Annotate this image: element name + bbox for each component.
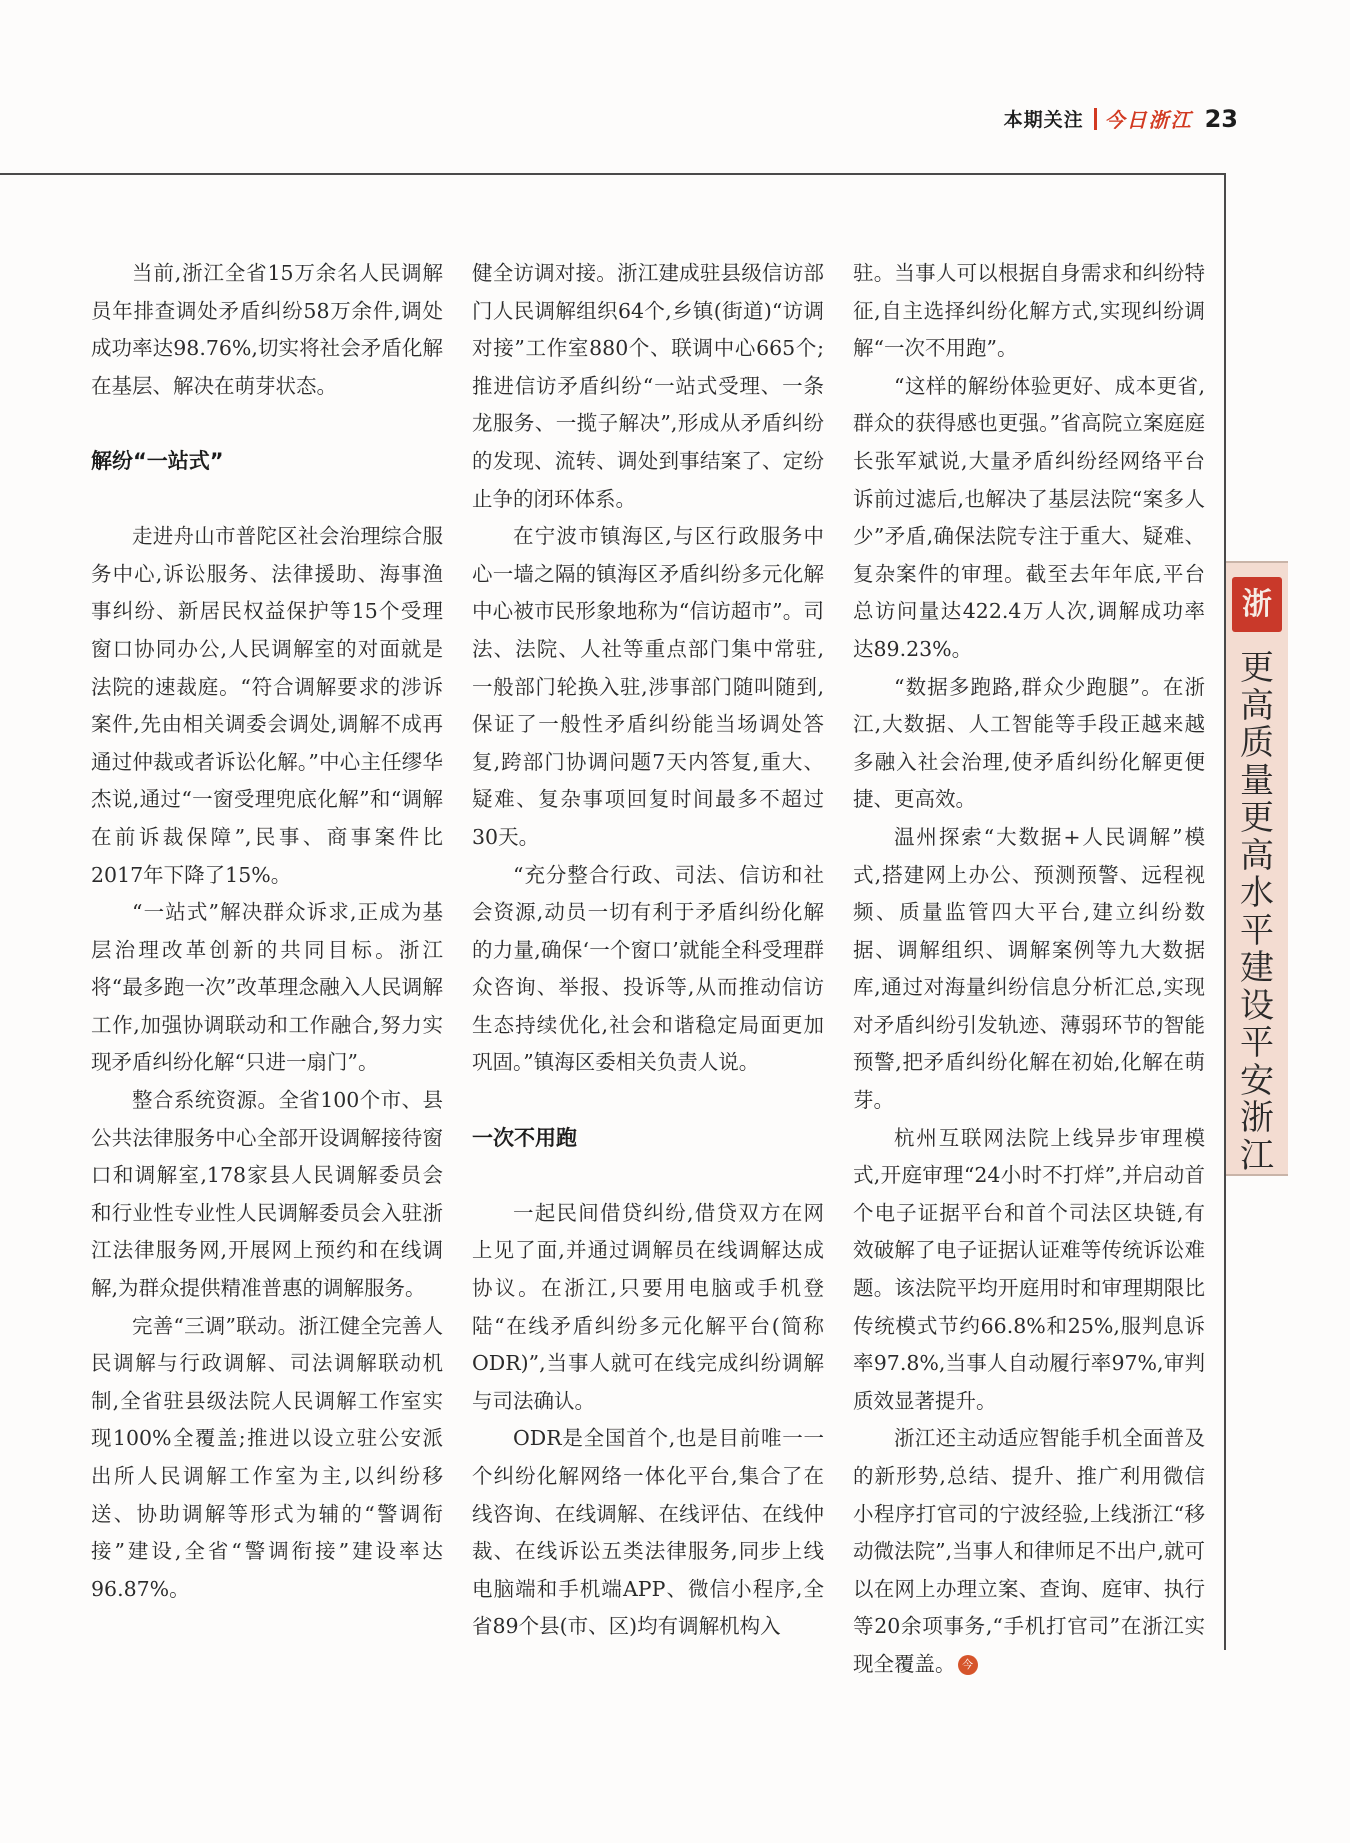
paragraph: 健全访调对接。浙江建成驻县级信访部门人民调解组织64个,乡镇(街道)“访调对接”工作室880个、联调中心665个;推进信访矛盾纠纷“一站式受理、一条龙服务、一揽子解决”,形成从矛盾纠纷的发现、流转、调处到事结案了、定纷止争的闭环体系。 xyxy=(472,261,824,511)
header-divider xyxy=(1094,108,1097,130)
article-column-1 xyxy=(91,255,443,1608)
paragraph: 温州探索“大数据+人民调解”模式,搭建网上办公、预测预警、远程视频、质量监管四大平台,建立纠纷数据、调解组织、调解案例等九大数据库,通过对海量纠纷信息分析汇总,实现对矛盾纠纷引发轨迹、薄弱环节的智能预警,把矛盾纠纷化解在初始,化解在萌芽。 xyxy=(853,824,1205,1113)
section-label: 本期关注 xyxy=(1003,109,1084,131)
paragraph: 驻。当事人可以根据自身需求和纠纷特征,自主选择纠纷化解方式,实现纠纷调解“一次不用跑”。 xyxy=(853,261,1205,361)
paragraph: “充分整合行政、司法、信访和社会资源,动员一切有利于矛盾纠纷化解的力量,确保‘一个窗口’就能全科受理群众咨询、举报、投诉等,从而推动信访生态持续优化,社会和谐稳定局面更加巩固。”镇海区委相关负责人说。 xyxy=(472,862,824,1075)
magazine-logo: 今日浙江 xyxy=(1104,108,1193,132)
paragraph: 当前,浙江全省15万余名人民调解员年排查调处矛盾纠纷58万余件,调处成功率达98.76%,切实将社会矛盾化解在基层、解决在萌芽状态。 xyxy=(91,261,443,398)
article-column-3 xyxy=(853,255,1205,1684)
paragraph: 一起民间借贷纠纷,借贷双方在网上见了面,并通过调解员在线调解达成协议。在浙江,只要用电脑或手机登陆“在线矛盾纠纷多元化解平台(简称ODR)”,当事人就可在线完成纠纷调解与司法确认。 xyxy=(472,1200,824,1413)
paragraph: 在宁波市镇海区,与区行政服务中心一墙之隔的镇海区矛盾纠纷多元化解中心被市民形象地称为“信访超市”。司法、法院、人社等重点部门集中常驻,一般部门轮换入驻,涉事部门随叫随到,保证了一般性矛盾纠纷能当场调处答复,跨部门协调问题7天内答复,重大、疑难、复杂事项回复时间最多不超过30天。 xyxy=(472,524,824,849)
paragraph: “这样的解纷体验更好、成本更省,群众的获得感也更强。”省高院立案庭庭长张军斌说,大量矛盾纠纷经网络平台诉前过滤后,也解决了基层法院“案多人少”矛盾,确保法院专注于重大、疑难、复杂案件的审理。截至去年年底,平台总访问量达422.4万人次,调解成功率达89.23%。 xyxy=(853,373,1205,661)
side-tab-title: 更高质量更高水平建设平安浙江 xyxy=(1240,648,1274,1176)
paragraph: “数据多跑路,群众少跑腿”。在浙江,大数据、人工智能等手段正越来越多融入社会治理,使矛盾纠纷化解更便捷、更高效。 xyxy=(853,674,1205,812)
section-heading: 一次不用跑 xyxy=(472,1125,577,1150)
end-mark-icon: 今 xyxy=(958,1655,978,1675)
paragraph: 杭州互联网法院上线异步审理模式,开庭审理“24小时不打烊”,并启动首个电子证据平台和首个司法区块链,有效破解了电子证据认证难等传统诉讼难题。该法院平均开庭用时和审理期限比传统模式节约66.8%和25%,服判息诉率97.8%,当事人自动履行率97%,审判质效显著提升。 xyxy=(853,1125,1205,1413)
paragraph: 整合系统资源。全省100个市、县公共法律服务中心全部开设调解接待窗口和调解室,178家县人民调解委员会和行业性专业性人民调解委员会入驻浙江法律服务网,开展网上预约和在线调解,为群众提供精准普惠的调解服务。 xyxy=(91,1088,443,1301)
paragraph-text: 浙江还主动适应智能手机全面普及的新形势,总结、提升、推广利用微信小程序打官司的宁波经验,上线浙江“移动微法院”,当事人和律师足不出户,就可以在网上办理立案、查询、庭审、执行等20余项事务,“手机打官司”在浙江实现全覆盖。 xyxy=(853,1426,1205,1676)
paragraph: 完善“三调”联动。浙江健全完善人民调解与行政调解、司法调解联动机制,全省驻县级法院人民调解工作室实现100%全覆盖;推进以设立驻公安派出所人民调解工作室为主,以纠纷移送、协助调解等形式为辅的“警调衔接”建设,全省“警调衔接”建设率达96.87%。 xyxy=(91,1313,443,1601)
page-number: 23 xyxy=(1204,104,1238,133)
paragraph-final xyxy=(853,1420,1205,1683)
paragraph: 走进舟山市普陀区社会治理综合服务中心,诉讼服务、法律援助、海事渔事纠纷、新居民权益保护等15个受理窗口协同办公,人民调解室的对面就是法院的速裁庭。“符合调解要求的涉诉案件,先由相关调委会调处,调解不成再通过仲裁或者诉讼化解。”中心主任缪华杰说,通过“一窗受理兜底化解”和“调解在前诉裁保障”,民事、商事案件比2017年下降了15%。 xyxy=(91,524,443,887)
paragraph: ODR是全国首个,也是目前唯一一个纠纷化解网络一体化平台,集合了在线咨询、在线调解、在线评估、在线仲裁、在线诉讼五类法律服务,同步上线电脑端和手机端APP、微信小程序,全省89个县(市、区)均有调解机构入 xyxy=(472,1426,824,1639)
section-heading: 解纷“一站式” xyxy=(91,448,224,473)
seal-icon: 浙 xyxy=(1232,577,1282,632)
article-column-2 xyxy=(472,255,824,1646)
page-header xyxy=(1004,104,1238,133)
top-rule xyxy=(0,173,1226,175)
paragraph: “一站式”解决群众诉求,正成为基层治理改革创新的共同目标。浙江将“最多跑一次”改革理念融入人民调解工作,加强协调联动和工作融合,努力实现矛盾纠纷化解“只进一扇门”。 xyxy=(91,900,443,1075)
